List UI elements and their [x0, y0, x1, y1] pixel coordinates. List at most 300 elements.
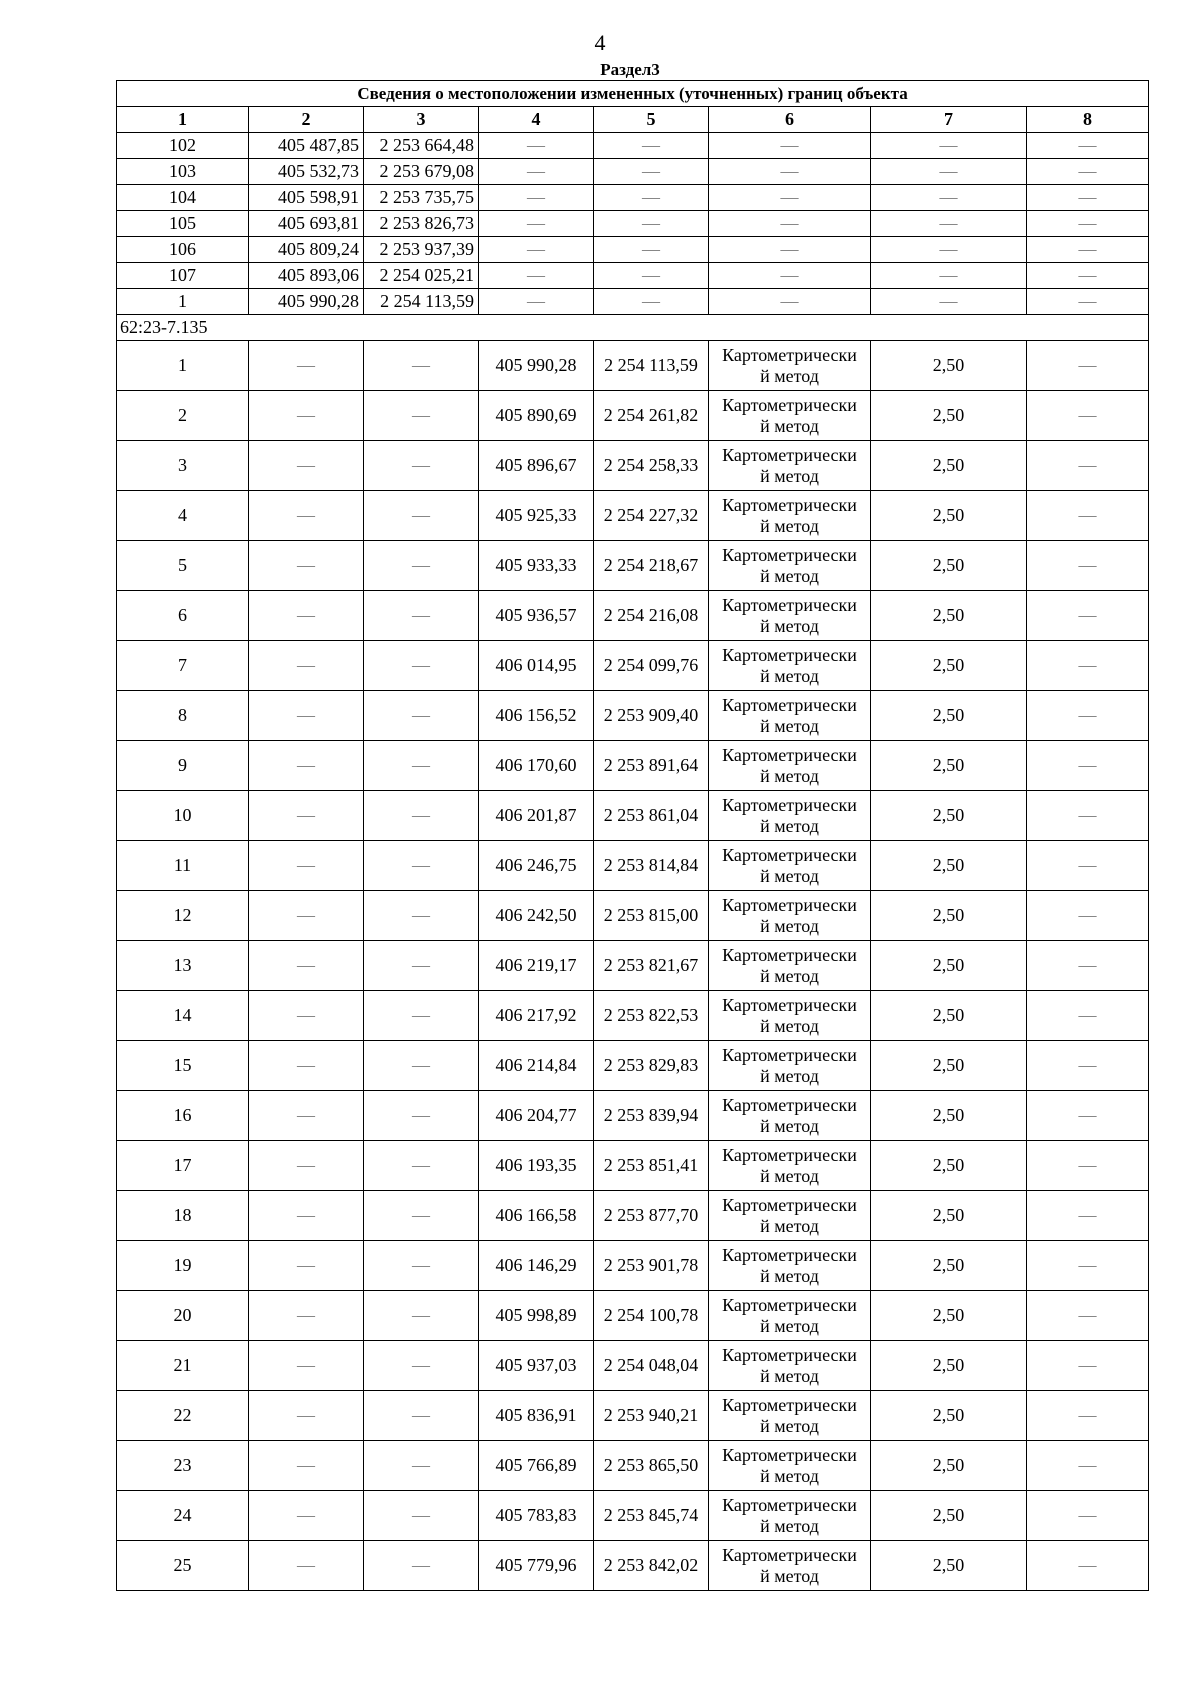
method-line-2: й метод — [760, 715, 819, 736]
table-row — [117, 541, 1149, 591]
table-row — [117, 1141, 1149, 1191]
table-row — [117, 1041, 1149, 1091]
x-coordinate-cell: 405 990,28 — [479, 341, 594, 391]
dash-text: — — [780, 291, 799, 311]
y-coordinate-cell: 2 253 845,74 — [594, 1491, 709, 1541]
table-row — [117, 391, 1149, 441]
dash-text: — — [527, 135, 545, 155]
empty-value-dash — [709, 159, 871, 185]
y-coordinate-cell: 2 254 048,04 — [594, 1341, 709, 1391]
dash-text: — — [412, 1005, 430, 1025]
dash-text: — — [297, 905, 315, 925]
point-number-cell: 24 — [117, 1491, 249, 1541]
empty-value-dash — [709, 185, 871, 211]
method-line-1: Картометрически — [722, 1094, 857, 1115]
method-line-1: Картометрически — [722, 544, 857, 565]
x-coordinate-cell: 406 193,35 — [479, 1141, 594, 1191]
method-cell — [709, 1191, 871, 1241]
x-coordinate-cell: 405 693,81 — [249, 211, 364, 237]
method-line-1: Картометрически — [722, 1194, 857, 1215]
dash-text: — — [642, 291, 660, 311]
point-number-cell: 25 — [117, 1541, 249, 1591]
dash-text: — — [1078, 1205, 1097, 1225]
table-row — [117, 1541, 1149, 1591]
empty-value-dash — [249, 741, 364, 791]
method-line-1: Картометрически — [722, 1394, 857, 1415]
dash-text: — — [412, 1505, 430, 1525]
dash-text: — — [412, 505, 430, 525]
empty-value-dash — [479, 237, 594, 263]
method-cell — [709, 1391, 871, 1441]
table-row — [117, 263, 1149, 289]
x-coordinate-cell: 406 217,92 — [479, 991, 594, 1041]
dash-text: — — [527, 239, 545, 259]
empty-value-dash — [709, 289, 871, 315]
method-line-1: Картометрически — [722, 444, 857, 465]
empty-value-dash — [594, 159, 709, 185]
empty-value-dash — [1027, 441, 1149, 491]
dash-text: — — [780, 161, 799, 181]
empty-value-dash — [1027, 741, 1149, 791]
accuracy-cell: 2,50 — [871, 741, 1027, 791]
method-line-1: Картометрически — [722, 1044, 857, 1065]
x-coordinate-cell: 405 809,24 — [249, 237, 364, 263]
dash-text: — — [939, 135, 958, 155]
empty-value-dash — [249, 991, 364, 1041]
dash-text: — — [1078, 1505, 1097, 1525]
empty-value-dash — [479, 159, 594, 185]
method-line-2: й метод — [760, 415, 819, 436]
dash-text: — — [412, 655, 430, 675]
accuracy-cell: 2,50 — [871, 1291, 1027, 1341]
column-header: 7 — [871, 107, 1027, 133]
point-number-cell: 106 — [117, 237, 249, 263]
y-coordinate-cell: 2 253 842,02 — [594, 1541, 709, 1591]
dash-text: — — [1078, 1155, 1097, 1175]
accuracy-cell: 2,50 — [871, 391, 1027, 441]
dash-text: — — [1078, 1055, 1097, 1075]
dash-text: — — [939, 265, 958, 285]
dash-text: — — [527, 187, 545, 207]
table-row — [117, 791, 1149, 841]
dash-text: — — [1078, 1105, 1097, 1125]
dash-text: — — [412, 705, 430, 725]
method-line-2: й метод — [760, 365, 819, 386]
empty-value-dash — [594, 289, 709, 315]
empty-value-dash — [364, 541, 479, 591]
empty-value-dash — [1027, 1141, 1149, 1191]
column-header: 4 — [479, 107, 594, 133]
dash-text: — — [297, 655, 315, 675]
point-number-cell: 17 — [117, 1141, 249, 1191]
boundary-coordinates-table — [116, 80, 1149, 1591]
dash-text: — — [527, 161, 545, 181]
dash-text: — — [1078, 605, 1097, 625]
point-number-cell: 15 — [117, 1041, 249, 1091]
dash-text: — — [642, 239, 660, 259]
method-line-2: й метод — [760, 1365, 819, 1386]
y-coordinate-cell: 2 253 822,53 — [594, 991, 709, 1041]
accuracy-cell: 2,50 — [871, 1391, 1027, 1441]
point-number-cell: 7 — [117, 641, 249, 691]
empty-value-dash — [1027, 341, 1149, 391]
table-caption: Сведения о местоположении измененных (уточненных) границ объекта — [117, 81, 1149, 107]
x-coordinate-cell: 406 166,58 — [479, 1191, 594, 1241]
method-line-1: Картометрически — [722, 694, 857, 715]
x-coordinate-cell: 405 487,85 — [249, 133, 364, 159]
method-cell — [709, 1291, 871, 1341]
method-cell — [709, 1091, 871, 1141]
empty-value-dash — [594, 211, 709, 237]
empty-value-dash — [364, 691, 479, 741]
empty-value-dash — [364, 591, 479, 641]
dash-text: — — [1078, 555, 1097, 575]
dash-text: — — [297, 555, 315, 575]
method-line-2: й метод — [760, 515, 819, 536]
empty-value-dash — [871, 289, 1027, 315]
accuracy-cell: 2,50 — [871, 1541, 1027, 1591]
method-line-1: Картометрически — [722, 1444, 857, 1465]
empty-value-dash — [1027, 391, 1149, 441]
empty-value-dash — [364, 741, 479, 791]
method-line-1: Картометрически — [722, 994, 857, 1015]
point-number-cell: 103 — [117, 159, 249, 185]
empty-value-dash — [709, 211, 871, 237]
x-coordinate-cell: 405 532,73 — [249, 159, 364, 185]
table-row — [117, 1391, 1149, 1441]
dash-text: — — [412, 605, 430, 625]
dash-text: — — [1078, 355, 1097, 375]
dash-text: — — [297, 355, 315, 375]
method-line-2: й метод — [760, 1165, 819, 1186]
x-coordinate-cell: 406 170,60 — [479, 741, 594, 791]
table-row — [117, 133, 1149, 159]
dash-text: — — [412, 1255, 430, 1275]
dash-text: — — [1078, 239, 1097, 259]
method-cell — [709, 641, 871, 691]
method-line-1: Картометрически — [722, 1244, 857, 1265]
dash-text: — — [1078, 1455, 1097, 1475]
section-title: Раздел3 — [600, 60, 660, 79]
dash-text: — — [412, 855, 430, 875]
x-coordinate-cell: 405 783,83 — [479, 1491, 594, 1541]
accuracy-cell: 2,50 — [871, 841, 1027, 891]
method-line-1: Картометрически — [722, 344, 857, 365]
point-number-cell: 21 — [117, 1341, 249, 1391]
empty-value-dash — [1027, 1541, 1149, 1591]
dash-text: — — [1078, 265, 1097, 285]
dash-text: — — [297, 1505, 315, 1525]
empty-value-dash — [1027, 991, 1149, 1041]
method-line-2: й метод — [760, 565, 819, 586]
empty-value-dash — [249, 841, 364, 891]
point-number-cell: 14 — [117, 991, 249, 1041]
y-coordinate-cell: 2 253 679,08 — [364, 159, 479, 185]
x-coordinate-cell: 406 242,50 — [479, 891, 594, 941]
y-coordinate-cell: 2 254 216,08 — [594, 591, 709, 641]
empty-value-dash — [1027, 1191, 1149, 1241]
dash-text: — — [297, 505, 315, 525]
column-header: 6 — [709, 107, 871, 133]
dash-text: — — [297, 1055, 315, 1075]
point-number-cell: 16 — [117, 1091, 249, 1141]
empty-value-dash — [1027, 491, 1149, 541]
empty-value-dash — [1027, 791, 1149, 841]
dash-text: — — [297, 605, 315, 625]
empty-value-dash — [249, 441, 364, 491]
method-cell — [709, 1241, 871, 1291]
method-line-1: Картометрически — [722, 494, 857, 515]
method-cell — [709, 941, 871, 991]
y-coordinate-cell: 2 253 826,73 — [364, 211, 479, 237]
x-coordinate-cell: 406 156,52 — [479, 691, 594, 741]
method-cell — [709, 1341, 871, 1391]
empty-value-dash — [871, 133, 1027, 159]
accuracy-cell: 2,50 — [871, 491, 1027, 541]
accuracy-cell: 2,50 — [871, 1091, 1027, 1141]
method-line-2: й метод — [760, 965, 819, 986]
empty-value-dash — [249, 1341, 364, 1391]
empty-value-dash — [1027, 1241, 1149, 1291]
empty-value-dash — [1027, 1041, 1149, 1091]
dash-text: — — [412, 1405, 430, 1425]
dash-text: — — [297, 1405, 315, 1425]
dash-text: — — [1078, 187, 1097, 207]
dash-text: — — [780, 135, 799, 155]
y-coordinate-cell: 2 253 865,50 — [594, 1441, 709, 1491]
dash-text: — — [412, 1355, 430, 1375]
method-line-2: й метод — [760, 815, 819, 836]
dash-text: — — [642, 135, 660, 155]
page-number: 4 — [594, 30, 606, 55]
empty-value-dash — [249, 1241, 364, 1291]
table-row — [117, 237, 1149, 263]
point-number-cell: 4 — [117, 491, 249, 541]
table-row — [117, 1291, 1149, 1341]
dash-text: — — [1078, 1555, 1097, 1575]
method-line-1: Картометрически — [722, 394, 857, 415]
empty-value-dash — [1027, 159, 1149, 185]
method-cell — [709, 391, 871, 441]
point-number-cell: 19 — [117, 1241, 249, 1291]
dash-text: — — [412, 1305, 430, 1325]
dash-text: — — [412, 1155, 430, 1175]
method-line-1: Картометрически — [722, 644, 857, 665]
empty-value-dash — [249, 1091, 364, 1141]
empty-value-dash — [364, 1041, 479, 1091]
dash-text: — — [1078, 213, 1097, 233]
x-coordinate-cell: 406 246,75 — [479, 841, 594, 891]
point-number-cell: 13 — [117, 941, 249, 991]
dash-text: — — [1078, 405, 1097, 425]
empty-value-dash — [364, 1441, 479, 1491]
accuracy-cell: 2,50 — [871, 1441, 1027, 1491]
table-row — [117, 1091, 1149, 1141]
dash-text: — — [780, 213, 799, 233]
empty-value-dash — [1027, 541, 1149, 591]
empty-value-dash — [364, 1391, 479, 1441]
method-cell — [709, 891, 871, 941]
dash-text: — — [1078, 755, 1097, 775]
method-cell — [709, 1541, 871, 1591]
x-coordinate-cell: 405 936,57 — [479, 591, 594, 641]
empty-value-dash — [709, 133, 871, 159]
dash-text: — — [1078, 505, 1097, 525]
dash-text: — — [297, 1255, 315, 1275]
column-header: 1 — [117, 107, 249, 133]
accuracy-cell: 2,50 — [871, 641, 1027, 691]
empty-value-dash — [249, 941, 364, 991]
dash-text: — — [412, 1205, 430, 1225]
accuracy-cell: 2,50 — [871, 1041, 1027, 1091]
method-line-2: й метод — [760, 1415, 819, 1436]
x-coordinate-cell: 405 933,33 — [479, 541, 594, 591]
y-coordinate-cell: 2 253 891,64 — [594, 741, 709, 791]
method-line-1: Картометрически — [722, 844, 857, 865]
x-coordinate-cell: 406 201,87 — [479, 791, 594, 841]
empty-value-dash — [1027, 841, 1149, 891]
empty-value-dash — [1027, 691, 1149, 741]
column-header: 5 — [594, 107, 709, 133]
table-row — [117, 1491, 1149, 1541]
y-coordinate-cell: 2 253 821,67 — [594, 941, 709, 991]
method-line-2: й метод — [760, 1565, 819, 1586]
y-coordinate-cell: 2 254 227,32 — [594, 491, 709, 541]
accuracy-cell: 2,50 — [871, 1491, 1027, 1541]
dash-text: — — [780, 239, 799, 259]
empty-value-dash — [594, 185, 709, 211]
table-row — [117, 691, 1149, 741]
method-line-2: й метод — [760, 865, 819, 886]
empty-value-dash — [364, 1541, 479, 1591]
x-coordinate-cell: 405 836,91 — [479, 1391, 594, 1441]
dash-text: — — [297, 1105, 315, 1125]
dash-text: — — [1078, 1255, 1097, 1275]
dash-text: — — [1078, 455, 1097, 475]
empty-value-dash — [249, 1191, 364, 1241]
table-row — [117, 941, 1149, 991]
dash-text: — — [1078, 1005, 1097, 1025]
method-cell — [709, 441, 871, 491]
dash-text: — — [297, 805, 315, 825]
y-coordinate-cell: 2 253 735,75 — [364, 185, 479, 211]
y-coordinate-cell: 2 253 909,40 — [594, 691, 709, 741]
accuracy-cell: 2,50 — [871, 1141, 1027, 1191]
x-coordinate-cell: 405 937,03 — [479, 1341, 594, 1391]
table-row — [117, 991, 1149, 1041]
x-coordinate-cell: 405 990,28 — [249, 289, 364, 315]
method-cell — [709, 1141, 871, 1191]
point-number-cell: 23 — [117, 1441, 249, 1491]
dash-text: — — [297, 405, 315, 425]
point-number-cell: 20 — [117, 1291, 249, 1341]
empty-value-dash — [249, 1041, 364, 1091]
method-line-1: Картометрически — [722, 1344, 857, 1365]
table-row — [117, 159, 1149, 185]
method-line-2: й метод — [760, 1215, 819, 1236]
accuracy-cell: 2,50 — [871, 691, 1027, 741]
column-number-row — [117, 107, 1149, 133]
dash-text: — — [297, 1555, 315, 1575]
table-row — [117, 591, 1149, 641]
empty-value-dash — [871, 237, 1027, 263]
y-coordinate-cell: 2 253 664,48 — [364, 133, 479, 159]
y-coordinate-cell: 2 254 258,33 — [594, 441, 709, 491]
point-number-cell: 3 — [117, 441, 249, 491]
dash-text: — — [1078, 135, 1097, 155]
x-coordinate-cell: 406 214,84 — [479, 1041, 594, 1091]
y-coordinate-cell: 2 253 839,94 — [594, 1091, 709, 1141]
dash-text: — — [297, 1155, 315, 1175]
empty-value-dash — [1027, 237, 1149, 263]
subsection-row — [117, 315, 1149, 341]
empty-value-dash — [1027, 1491, 1149, 1541]
column-header: 8 — [1027, 107, 1149, 133]
method-line-2: й метод — [760, 1065, 819, 1086]
method-cell — [709, 491, 871, 541]
method-line-1: Картометрически — [722, 1144, 857, 1165]
dash-text: — — [1078, 855, 1097, 875]
dash-text: — — [1078, 1405, 1097, 1425]
dash-text: — — [412, 555, 430, 575]
y-coordinate-cell: 2 253 937,39 — [364, 237, 479, 263]
empty-value-dash — [364, 641, 479, 691]
empty-value-dash — [364, 891, 479, 941]
point-number-cell: 1 — [117, 341, 249, 391]
empty-value-dash — [249, 591, 364, 641]
method-cell — [709, 591, 871, 641]
empty-value-dash — [871, 185, 1027, 211]
dash-text: — — [939, 187, 958, 207]
y-coordinate-cell: 2 254 113,59 — [364, 289, 479, 315]
y-coordinate-cell: 2 253 814,84 — [594, 841, 709, 891]
dash-text: — — [412, 955, 430, 975]
dash-text: — — [780, 187, 799, 207]
accuracy-cell: 2,50 — [871, 991, 1027, 1041]
table-row — [117, 1191, 1149, 1241]
y-coordinate-cell: 2 254 100,78 — [594, 1291, 709, 1341]
accuracy-cell: 2,50 — [871, 891, 1027, 941]
empty-value-dash — [479, 211, 594, 237]
x-coordinate-cell: 405 893,06 — [249, 263, 364, 289]
method-cell — [709, 1041, 871, 1091]
empty-value-dash — [1027, 1291, 1149, 1341]
empty-value-dash — [364, 791, 479, 841]
dash-text: — — [527, 291, 545, 311]
dash-text: — — [297, 1455, 315, 1475]
table-row — [117, 289, 1149, 315]
empty-value-dash — [1027, 133, 1149, 159]
x-coordinate-cell: 406 204,77 — [479, 1091, 594, 1141]
method-line-1: Картометрически — [722, 794, 857, 815]
method-line-2: й метод — [760, 1115, 819, 1136]
method-line-2: й метод — [760, 765, 819, 786]
empty-value-dash — [364, 1091, 479, 1141]
method-line-1: Картометрически — [722, 944, 857, 965]
empty-value-dash — [1027, 1341, 1149, 1391]
empty-value-dash — [1027, 891, 1149, 941]
empty-value-dash — [364, 841, 479, 891]
y-coordinate-cell: 2 254 113,59 — [594, 341, 709, 391]
dash-text: — — [412, 405, 430, 425]
dash-text: — — [1078, 161, 1097, 181]
method-line-1: Картометрически — [722, 594, 857, 615]
x-coordinate-cell: 405 998,89 — [479, 1291, 594, 1341]
y-coordinate-cell: 2 253 940,21 — [594, 1391, 709, 1441]
table-row — [117, 1241, 1149, 1291]
dash-text: — — [939, 161, 958, 181]
dash-text: — — [527, 213, 545, 233]
